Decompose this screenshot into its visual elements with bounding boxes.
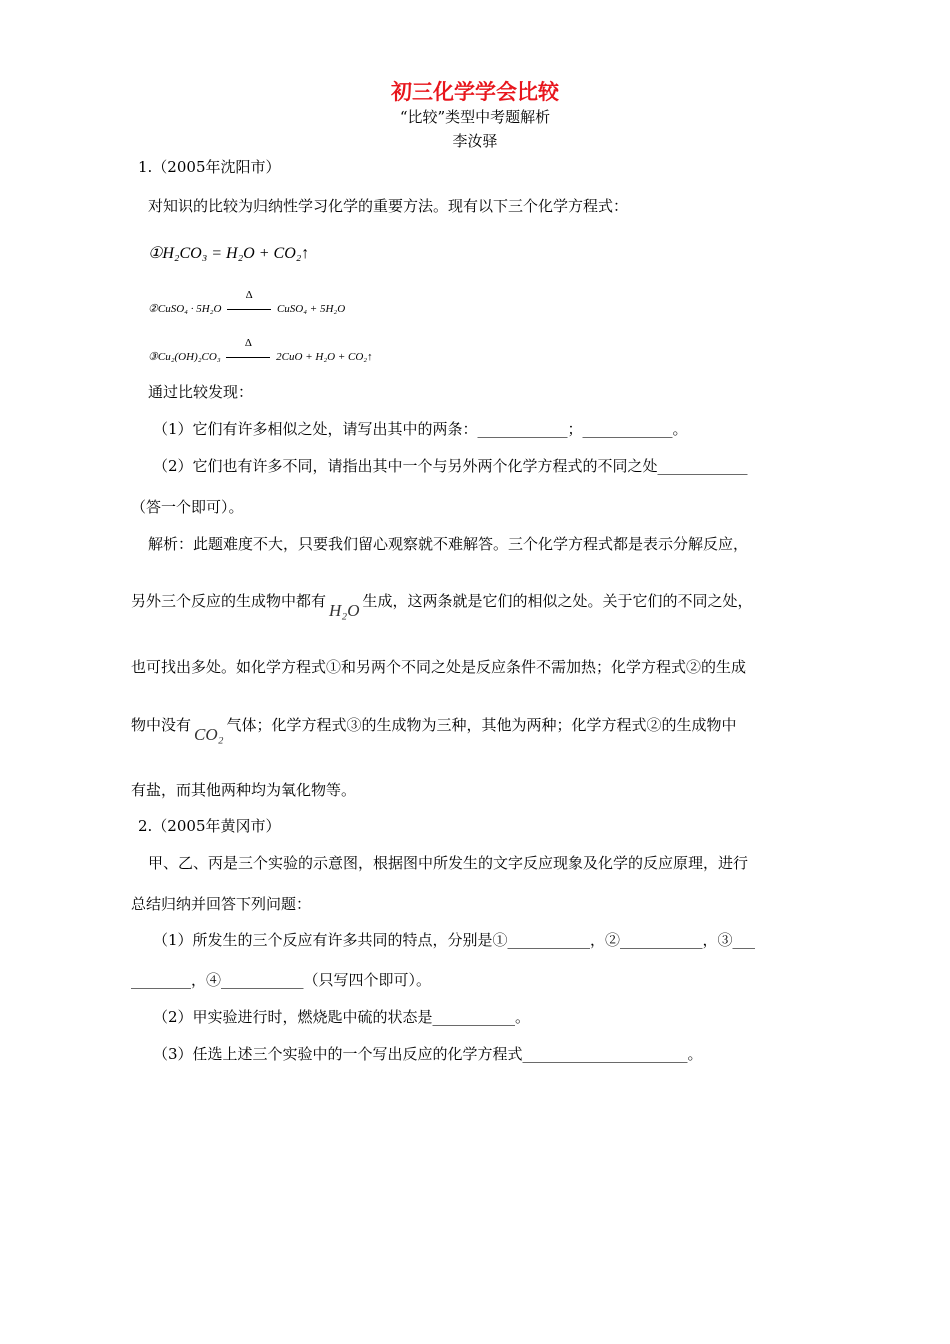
analysis-line-1: 解析：此题难度不大，只要我们留心观察就不难解答。三个化学方程式都是表示分解反应， xyxy=(148,535,749,553)
q1-part2: （2）它们也有许多不同，请指出其中一个与另外两个化学方程式的不同之处____________ xyxy=(153,457,748,475)
analysis-line-2 xyxy=(131,591,753,620)
q2-intro-2: 总结归纳并回答下列问题： xyxy=(131,895,312,913)
analysis-text: 生成，这两条就是它们的相似之处。关于它们的不同之处， xyxy=(362,592,753,610)
q1-heading: 1.（2005年沈阳市） xyxy=(138,158,281,176)
q2-part1-cont: ________，④___________（只写四个即可）。 xyxy=(131,971,432,989)
heating-arrow xyxy=(224,289,274,319)
subtitle: “比较”类型中考题解析 xyxy=(399,108,551,126)
q2-part1: （1）所发生的三个反应有许多共同的特点，分别是①___________，②___________，③___ xyxy=(153,931,756,949)
q2-part2: （2）甲实验进行时，燃烧匙中硫的状态是___________。 xyxy=(153,1008,531,1026)
q1-discover: 通过比较发现： xyxy=(148,383,254,401)
page-title: 初三化学学会比较 xyxy=(391,79,559,104)
q2-heading: 2.（2005年黄冈市） xyxy=(138,817,281,835)
equation-2 xyxy=(148,289,346,319)
water-formula: H₂O xyxy=(329,601,360,620)
author: 李汝驿 xyxy=(452,132,498,150)
q1-part1: （1）它们有许多相似之处，请写出其中的两条：____________；____________。 xyxy=(153,420,688,438)
equation-1: ①H₂CO₃ = H₂O + CO₂↑ xyxy=(148,245,310,262)
equation-3 xyxy=(148,337,373,367)
analysis-text: 另外三个反应的生成物中都有 xyxy=(131,592,327,610)
analysis-line-4 xyxy=(131,715,737,744)
delta-symbol: Δ xyxy=(245,289,253,301)
q1-intro: 对知识的比较为归纳性学习化学的重要方法。现有以下三个化学方程式： xyxy=(148,197,629,215)
heating-arrow xyxy=(223,337,273,367)
analysis-line-3: 也可找出多处。如化学方程式①和另两个不同之处是反应条件不需加热；化学方程式②的生成 xyxy=(131,658,747,676)
equation-2-left: ②CuSO₄ · 5H₂O xyxy=(148,303,222,315)
analysis-line-5: 有盐，而其他两种均为氧化物等。 xyxy=(131,781,357,799)
carbon-dioxide-formula: CO₂ xyxy=(194,725,224,744)
equation-2-right: CuSO₄ + 5H₂O xyxy=(276,303,346,315)
equation-3-right: 2CuO + H₂O + CO₂↑ xyxy=(276,351,373,363)
q1-part2-cont: （答一个即可）。 xyxy=(131,498,244,516)
equation-3-left: ③Cu₂(OH)₂CO₃ xyxy=(148,351,221,363)
q2-part3: （3）任选上述三个实验中的一个写出反应的化学方程式______________________。 xyxy=(153,1045,703,1063)
analysis-text: 气体；化学方程式③的生成物为三种，其他为两种；化学方程式②的生成物中 xyxy=(226,716,737,734)
delta-symbol: Δ xyxy=(244,337,252,349)
analysis-text: 物中没有 xyxy=(131,716,192,734)
q2-intro-1: 甲、乙、丙是三个实验的示意图，根据图中所发生的文字反应现象及化学的反应原理，进行 xyxy=(148,854,749,872)
